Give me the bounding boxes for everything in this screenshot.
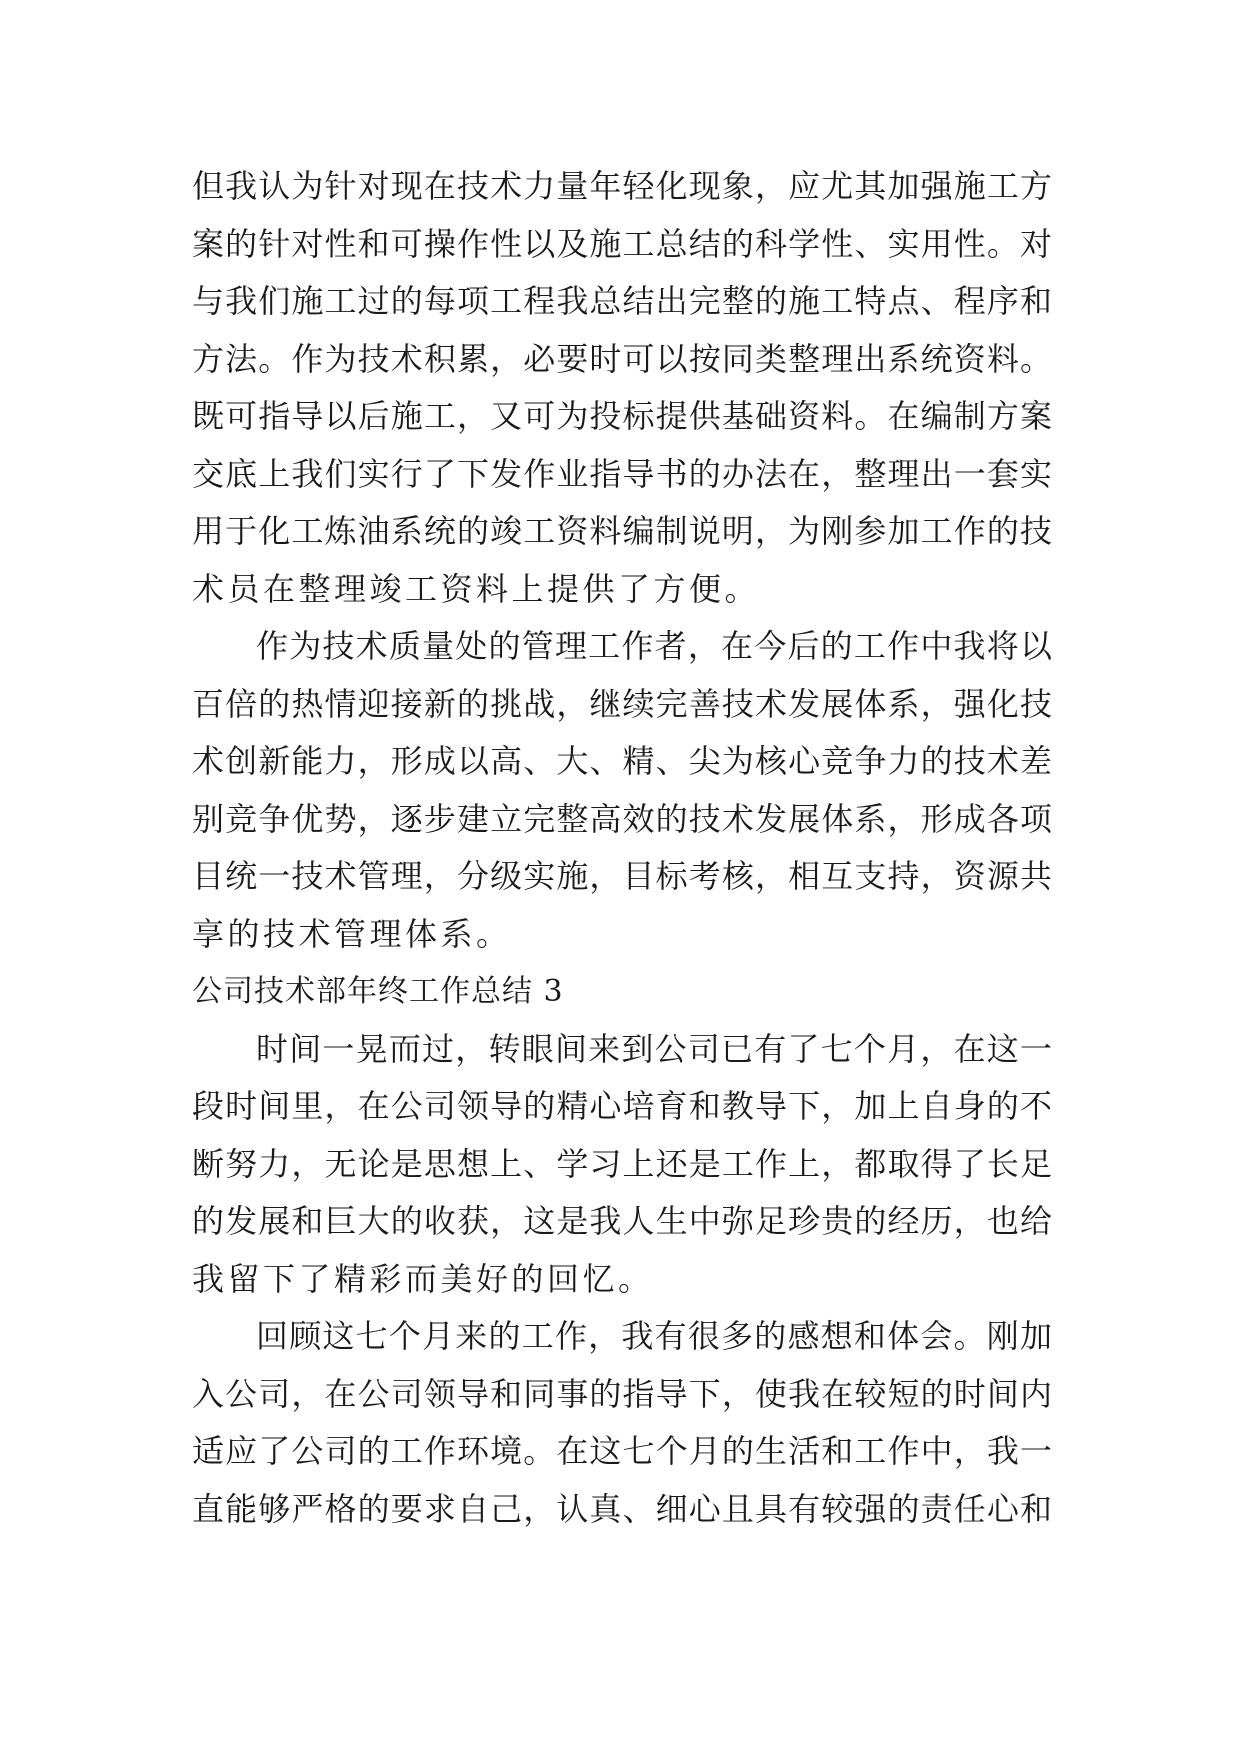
paragraph-4 <box>192 1308 1052 1538</box>
paragraph-2 <box>192 618 1052 963</box>
text-line: 交底上我们实行了下发作业指导书的办法在，整理出一套实 <box>192 454 1052 493</box>
text-line: 段时间里，在公司领导的精心培育和教导下，加上自身的不 <box>192 1087 1052 1125</box>
section-heading: 公司技术部年终工作总结 3 <box>192 974 564 1009</box>
text-line: 的发展和巨大的收获，这是我人生中弥足珍贵的经历，也给 <box>192 1202 1052 1240</box>
paragraph-3 <box>192 1021 1052 1309</box>
text-line: 但我认为针对现在技术力量年轻化现象，应尤其加强施工方 <box>192 167 1052 205</box>
text-line: 方法。作为技术积累，必要时可以按同类整理出系统资料。 <box>192 339 1052 378</box>
text-line: 入公司，在公司领导和同事的指导下，使我在较短的时间内 <box>192 1374 1052 1413</box>
text-line: 时间一晃而过，转眼间来到公司已有了七个月，在这一 <box>256 1029 1052 1068</box>
text-line: 享的技术管理体系。 <box>192 914 512 953</box>
text-line: 案的针对性和可操作性以及施工总结的科学性、实用性。对 <box>192 224 1052 263</box>
text-line: 术创新能力，形成以高、大、精、尖为核心竞争力的技术差 <box>192 742 1052 780</box>
text-line: 目统一技术管理，分级实施，目标考核，相互支持，资源共 <box>192 857 1052 895</box>
text-line: 百倍的热情迎接新的挑战，继续完善技术发展体系，强化技 <box>192 684 1052 723</box>
text-line: 断努力，无论是思想上、学习上还是工作上，都取得了长足 <box>192 1144 1052 1183</box>
paragraph-1 <box>192 158 1052 618</box>
text-line: 我留下了精彩而美好的回忆。 <box>192 1259 654 1298</box>
text-line: 既可指导以后施工，又可为投标提供基础资料。在编制方案 <box>192 397 1052 435</box>
text-line: 别竞争优势，逐步建立完整高效的技术发展体系，形成各项 <box>192 799 1052 838</box>
text-line: 回顾这七个月来的工作，我有很多的感想和体会。刚加 <box>256 1317 1052 1355</box>
text-line: 作为技术质量处的管理工作者，在今后的工作中我将以 <box>256 627 1052 665</box>
text-line: 用于化工炼油系统的竣工资料编制说明，为刚参加工作的技 <box>192 512 1052 550</box>
document-body <box>192 158 1052 1538</box>
text-line: 与我们施工过的每项工程我总结出完整的施工特点、程序和 <box>192 282 1052 320</box>
text-line: 术员在整理竣工资料上提供了方便。 <box>192 569 761 608</box>
text-line: 直能够严格的要求自己，认真、细心且具有较强的责任心和 <box>192 1489 1052 1528</box>
text-line: 适应了公司的工作环境。在这七个月的生活和工作中，我一 <box>192 1432 1052 1470</box>
